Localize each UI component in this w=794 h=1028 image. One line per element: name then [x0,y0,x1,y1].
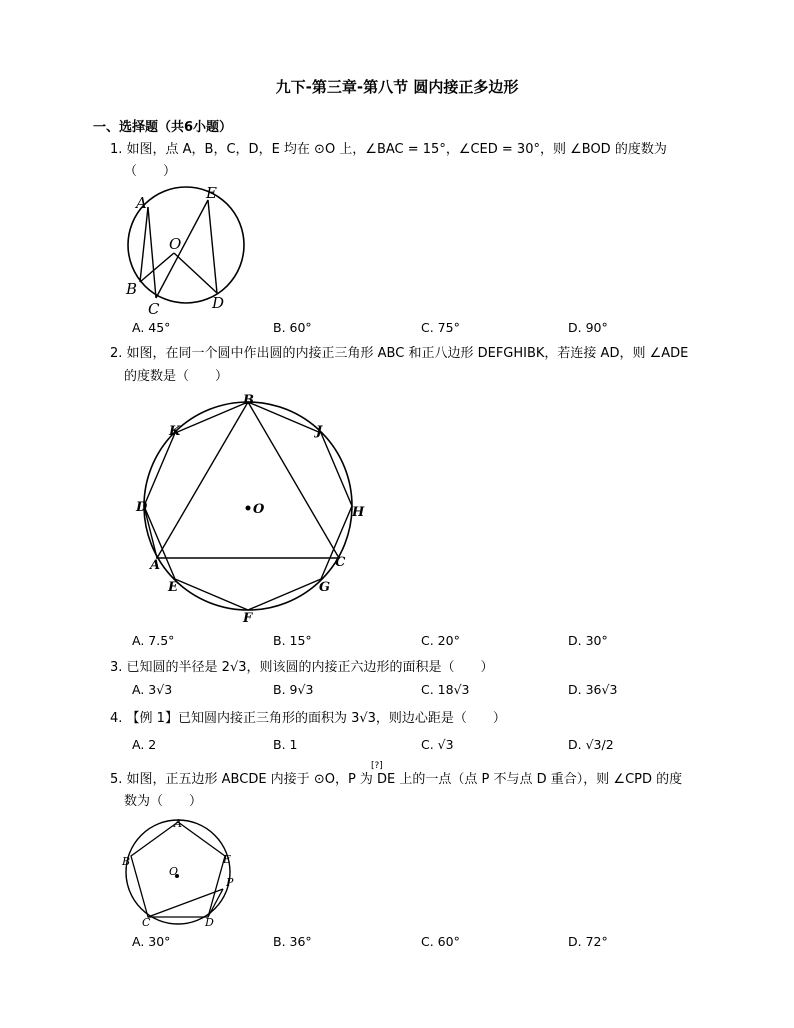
q2-option-b[interactable]: B. 15° [273,633,312,648]
q4-options [132,737,752,755]
q5-option-b[interactable]: B. 36° [273,934,312,949]
q4-option-c[interactable]: C. √3 [421,737,454,752]
section-heading: 一、选择题（共6小题） [93,120,233,135]
q1-stem-cont: （ ） [124,164,177,179]
q4-option-b[interactable]: B. 1 [273,737,298,752]
q2-stem-cont: 的度数是（ ） [124,369,229,384]
q1-figure [118,180,258,320]
q2-options [132,633,752,651]
q1-label-e: E [206,184,217,202]
q2-label-d: D [136,500,148,515]
q1-option-d[interactable]: D. 90° [568,320,608,335]
q1-option-c[interactable]: C. 75° [421,320,460,335]
q5-label-a: A [174,817,182,830]
page-title: 九下-第三章-第八节 圆内接正多边形 [275,78,519,96]
q5-option-d[interactable]: D. 72° [568,934,608,949]
q1-label-b: B [126,280,138,298]
q5-options [132,934,752,952]
q2-option-c[interactable]: C. 20° [421,633,460,648]
q1-label-a: A [136,194,147,212]
q5-label-d: D [205,916,214,929]
q2-label-c: C [335,555,346,570]
q3-stem: 3. 已知圆的半径是 2√3，则该圆的内接正六边形的面积是（ ） [110,660,494,675]
q2-label-e: E [168,580,178,595]
q2-stem: 2. 如图，在同一个圆中作出圆的内接正三角形 ABC 和正八边形 DEFGHIBK，若连接 AD，则 ∠ADE [110,346,689,361]
q3-options [132,682,752,700]
q2-label-g: G [319,580,331,595]
q1-stem: 1. 如图，点 A，B，C，D，E 均在 ⊙O 上，∠BAC = 15°，∠CED = 30°，则 ∠BOD 的度数为 [110,142,667,157]
q4-stem: 4. 【例 1】已知圆内接正三角形的面积为 3√3，则边心距是（ ） [110,711,506,726]
q5-arc-mark: [?] [371,761,383,771]
q2-label-f: F [243,611,253,626]
q1-option-b[interactable]: B. 60° [273,320,312,335]
q5-label-o: O [169,865,179,878]
q5-figure [118,814,248,932]
q1-label-o: O [169,235,182,253]
q2-label-b: B [243,393,254,408]
q3-option-c[interactable]: C. 18√3 [421,682,470,697]
q5-label-c: C [142,916,151,929]
q3-option-b[interactable]: B. 9√3 [273,682,314,697]
q1-label-c: C [148,300,160,318]
q2-figure [130,392,370,627]
q5-option-c[interactable]: C. 60° [421,934,460,949]
q1-options [132,320,752,338]
q5-label-p: P [226,876,234,889]
q4-option-d[interactable]: D. √3/2 [568,737,614,752]
q2-label-o: O [253,502,265,517]
q5-label-e: E [223,853,232,866]
q1-label-d: D [212,294,225,312]
q3-option-a[interactable]: A. 3√3 [132,682,173,697]
q4-option-a[interactable]: A. 2 [132,737,157,752]
q5-option-a[interactable]: A. 30° [132,934,171,949]
q3-option-d[interactable]: D. 36√3 [568,682,618,697]
q5-stem-cont: 数为（ ） [124,794,203,809]
q5-label-b: B [122,855,131,868]
q2-label-j: J [316,424,323,439]
q5-stem: 5. 如图，正五边形 ABCDE 内接于 ⊙O，P 为 DE 上的一点（点 P 不与点 D 重合），则 ∠CPD 的度 [110,772,683,787]
q1-option-a[interactable]: A. 45° [132,320,171,335]
q2-option-d[interactable]: D. 30° [568,633,608,648]
q2-option-a[interactable]: A. 7.5° [132,633,175,648]
q2-label-k: K [169,424,181,439]
q2-label-h: H [352,505,365,520]
q2-label-a: A [150,558,161,573]
